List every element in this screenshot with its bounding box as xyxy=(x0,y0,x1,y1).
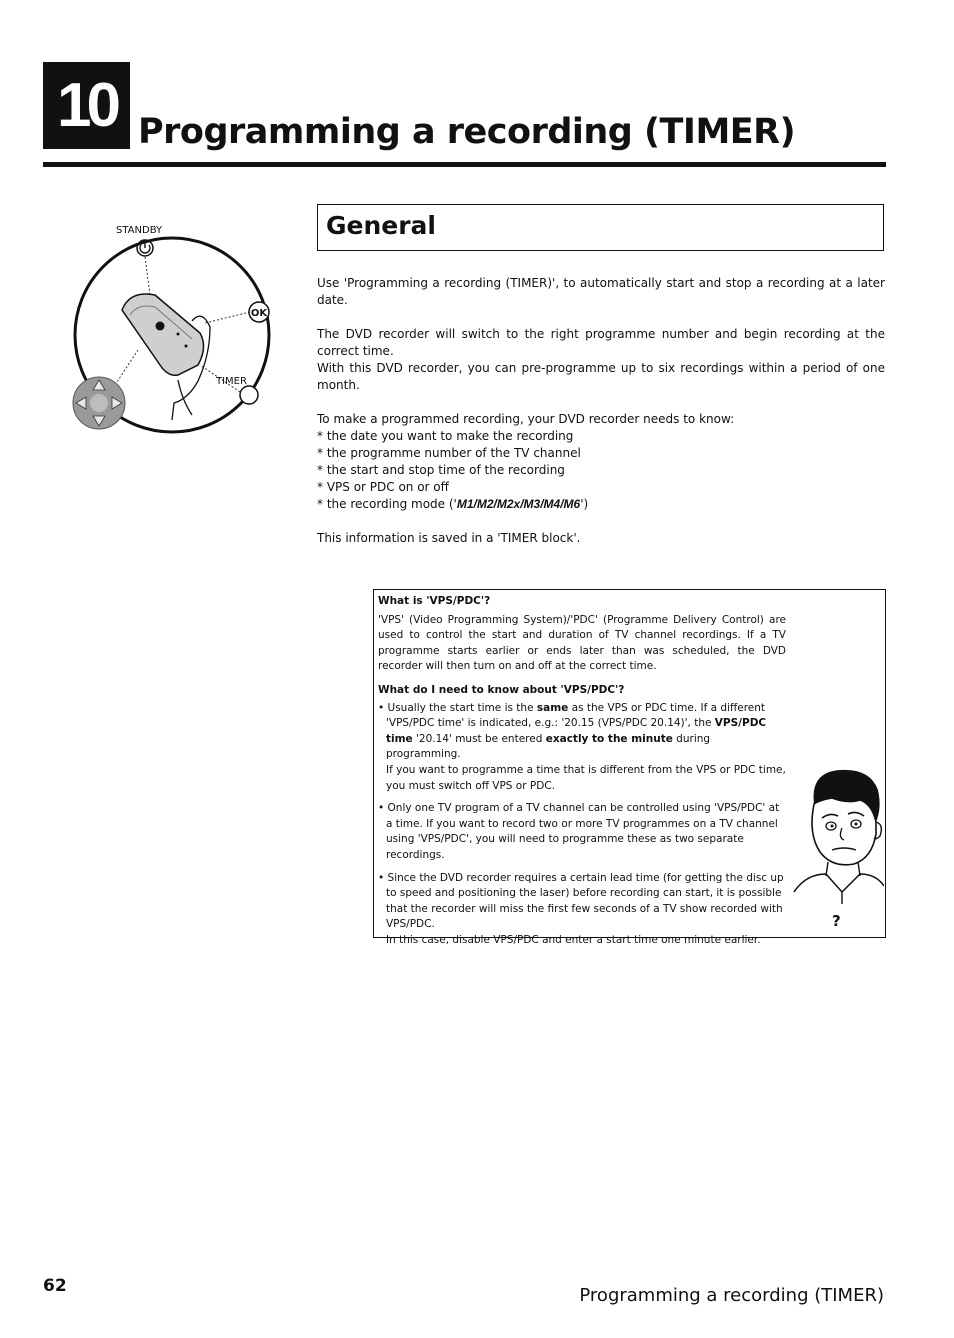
info-paragraph: 'VPS' (Video Programming System)/'PDC' (Programme Delivery Control) are used to control the start and duration of TV channel recordings. If a TV programme starts earlier or ends later than was scheduled, the DVD recorder will then turn on and off at the correct time. xyxy=(378,613,786,673)
info-heading: What is 'VPS/PDC'? xyxy=(378,595,491,607)
recording-modes: M1/M2/M2x/M3/M4/M6 xyxy=(456,497,581,511)
info-bullet: • Usually the start time is the same as the VPS or PDC time. If a different 'VPS/PDC time' is indicated, e.g.: '20.15 (VPS/PDC 20.14)', the VPS/PDC time '20.14' must be entered exactly to the minute during programming. xyxy=(378,701,767,761)
info-bullet: • Since the DVD recorder requires a certain lead time (for getting the disc up to speed and positioning the laser) before recording can start, it is possible that the recorder will miss the first few seconds of a TV show recorded with VPS/PDC. xyxy=(378,871,784,931)
list-item xyxy=(317,496,885,513)
page-number: 62 xyxy=(43,1276,67,1296)
general-body xyxy=(317,275,885,547)
list-item: * the programme number of the TV channel xyxy=(317,446,581,460)
info-bullet-continuation: If you want to programme a time that is different from the VPS or PDC time, you must switch off VPS or PDC. xyxy=(386,763,786,792)
list-item: * VPS or PDC on or off xyxy=(317,480,449,494)
chapter-title: Programming a recording (TIMER) xyxy=(138,112,796,152)
footer-title: Programming a recording (TIMER) xyxy=(579,1285,884,1306)
section-header-box xyxy=(317,204,884,251)
info-bullet-continuation: In this case, disable VPS/PDC and enter a start time one minute earlier. xyxy=(386,933,761,946)
timer-label: TIMER xyxy=(216,376,247,387)
body-paragraph: The DVD recorder will switch to the right programme number and begin recording at the correct time. xyxy=(317,327,885,358)
section-title: General xyxy=(326,211,436,240)
direction-pad-icon xyxy=(73,377,125,429)
timer-button-icon xyxy=(240,386,258,404)
body-paragraph: With this DVD recorder, you can pre-programme up to six recordings within a period of one month. xyxy=(317,361,885,392)
info-heading: What do I need to know about 'VPS/PDC'? xyxy=(378,683,625,696)
body-paragraph: To make a programmed recording, your DVD recorder needs to know: xyxy=(317,412,735,426)
list-item: * the date you want to make the recording xyxy=(317,429,574,443)
question-mark: ? xyxy=(832,912,841,930)
chapter-number: 10 xyxy=(57,71,116,140)
list-item: * the start and stop time of the recording xyxy=(317,463,565,477)
mode-prefix: * the recording mode (' xyxy=(317,497,457,511)
info-bullet: • Only one TV program of a TV channel can be controlled using 'VPS/PDC' at a time. If you want to record two or more TV programmes on a TV channel using 'VPS/PDC', you will need to programme these as two separate recordings. xyxy=(378,802,780,861)
standby-label: STANDBY xyxy=(116,225,163,236)
remote-control-illustration xyxy=(60,215,290,445)
ok-label: OK xyxy=(250,308,268,319)
body-paragraph: This information is saved in a 'TIMER block'. xyxy=(317,531,581,545)
remote-control-icon xyxy=(122,294,210,420)
confused-man-illustration xyxy=(792,764,884,930)
chapter-rule xyxy=(43,162,886,167)
body-paragraph: Use 'Programming a recording (TIMER)', to automatically start and stop a recording at a later date. xyxy=(317,276,885,307)
chapter-number-box xyxy=(43,62,130,149)
vps-pdc-info-box xyxy=(373,589,886,946)
mode-suffix: ') xyxy=(580,497,589,511)
